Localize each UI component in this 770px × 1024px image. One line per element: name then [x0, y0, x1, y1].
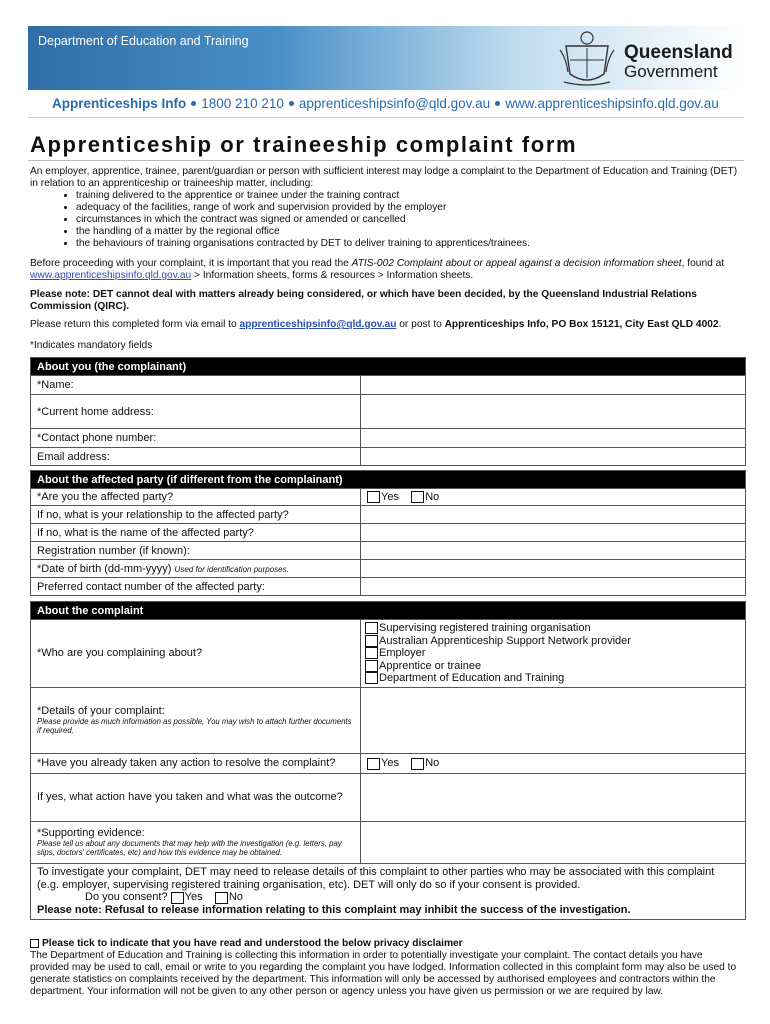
- relationship-field[interactable]: [361, 506, 746, 524]
- who-checkbox[interactable]: [365, 660, 378, 672]
- evidence-label-cell: [31, 821, 361, 863]
- who-option[interactable]: [365, 660, 741, 673]
- consent-no-checkbox[interactable]: [215, 892, 228, 904]
- who-option-label: Employer: [379, 647, 426, 660]
- intro-text: An employer, apprentice, trainee, parent/guardian or person with sufficient interest may lodge a complaint to the Department of Education and Training (DET) in relation to an apprenticeship or traineeship matter, including:: [30, 166, 738, 189]
- consent-yes-checkbox[interactable]: [171, 892, 184, 904]
- info-email[interactable]: apprenticeshipsinfo@qld.gov.au: [298, 96, 491, 111]
- no-label: No: [425, 491, 440, 503]
- details-note: Please provide as much information as possible, You may wish to attach further documents if required.: [37, 717, 352, 736]
- details-field[interactable]: [361, 687, 746, 753]
- action-label: *Have you already taken any action to resolve the complaint?: [31, 753, 361, 773]
- section-heading-affected-party: About the affected party (if different from the complainant): [31, 471, 746, 489]
- dob-field[interactable]: [361, 560, 746, 578]
- government-name-line1: Queensland: [624, 42, 733, 63]
- info-label: Apprenticeships Info: [52, 96, 187, 111]
- contact-number-field[interactable]: [361, 578, 746, 596]
- privacy-heading-text: Please tick to indicate that you have read and understood the below privacy disclaimer: [42, 938, 463, 949]
- before-proceeding-text: [30, 258, 742, 282]
- who-option[interactable]: [365, 672, 741, 685]
- before-text-part: , found at: [681, 258, 725, 269]
- return-instructions: [30, 319, 742, 331]
- info-phone[interactable]: 1800 210 210: [201, 96, 284, 111]
- yes-label: Yes: [381, 757, 399, 770]
- intro-bullet-list: [30, 190, 742, 250]
- bullet-dot-icon: [289, 101, 294, 106]
- relationship-label: If no, what is your relationship to the affected party?: [31, 506, 361, 524]
- intro-bullet: • the handling of a matter by the regional office: [76, 226, 742, 238]
- registration-label: Registration number (if known):: [31, 542, 361, 560]
- evidence-field[interactable]: [361, 821, 746, 863]
- affected-party-question: *Are you the affected party?: [31, 489, 361, 506]
- affected-name-label: If no, what is the name of the affected party?: [31, 524, 361, 542]
- who-option[interactable]: [365, 635, 741, 648]
- email-field[interactable]: [361, 448, 746, 466]
- yes-label: Yes: [381, 491, 399, 503]
- who-option-label: Supervising registered training organisation: [379, 622, 591, 634]
- who-option-label: Australian Apprenticeship Support Network provider: [379, 634, 631, 647]
- affected-party-options: [361, 489, 746, 506]
- no-label: No: [425, 757, 440, 770]
- name-field[interactable]: [361, 376, 746, 395]
- action-options: [361, 753, 746, 773]
- who-label: *Who are you complaining about?: [31, 620, 361, 688]
- who-option-label: Apprentice or trainee: [379, 659, 482, 672]
- mandatory-note: *Indicates mandatory fields: [30, 340, 153, 351]
- affected-party-table: [30, 470, 746, 596]
- section-heading-complaint: About the complaint: [31, 602, 746, 620]
- who-checkbox[interactable]: [365, 672, 378, 684]
- return-text-part: .: [718, 319, 722, 330]
- return-text-part: Please return this completed form via email to: [30, 319, 240, 330]
- privacy-checkbox[interactable]: [30, 939, 39, 948]
- dob-note: Used for identification purposes.: [174, 564, 289, 574]
- contact-number-label: Preferred contact number of the affected party:: [31, 578, 361, 596]
- intro-section: [30, 166, 742, 250]
- return-email-link[interactable]: apprenticeshipsinfo@qld.gov.au: [239, 319, 397, 330]
- name-label: *Name:: [31, 376, 361, 395]
- dob-text: *Date of birth (dd-mm-yyyy): [37, 562, 172, 575]
- who-checkbox[interactable]: [365, 635, 378, 647]
- intro-bullet: • circumstances in which the contract was signed or amended or cancelled: [76, 214, 742, 226]
- header-divider: [28, 117, 744, 118]
- intro-bullet: • adequacy of the facilities, range of work and supervision provided by the employer: [76, 202, 742, 214]
- phone-label: *Contact phone number:: [31, 429, 361, 448]
- action-yes-checkbox[interactable]: [367, 758, 380, 770]
- action-taken-field[interactable]: [361, 773, 746, 821]
- who-options: [361, 620, 746, 688]
- affected-name-field[interactable]: [361, 524, 746, 542]
- who-option-label: Department of Education and Training: [379, 672, 565, 685]
- bullet-dot-icon: [191, 101, 196, 106]
- address-label: *Current home address:: [31, 395, 361, 429]
- consent-cell: [31, 863, 746, 919]
- dob-label: [31, 560, 361, 578]
- privacy-heading: [30, 938, 742, 950]
- phone-field[interactable]: [361, 429, 746, 448]
- consent-yes-label: Yes: [184, 891, 203, 904]
- queensland-crest-icon: [558, 28, 616, 88]
- action-taken-label: If yes, what action have you taken and what was the outcome?: [31, 773, 361, 821]
- before-text-part: > Information sheets, forms & resources > Information sheets.: [191, 270, 474, 281]
- qirc-note: Please note: DET cannot deal with matters already being considered, or which have been decided, by the Queensland Industrial Relations Commission (QIRC).: [30, 289, 697, 312]
- address-field[interactable]: [361, 395, 746, 429]
- before-text-part: Before proceeding with your complaint, it is important that you read the: [30, 258, 352, 269]
- consent-question: Do you consent?: [85, 891, 168, 904]
- affected-yes-checkbox[interactable]: [367, 491, 380, 503]
- intro-bullet: • training delivered to the apprentice or trainee under the training contract: [76, 190, 742, 202]
- privacy-text: The Department of Education and Training is collecting this information in order to potentially investigate your complaint. The contact details you have provided may be used to call, email or write to you regarding the complaint you have lodged. Information collected in this complaint form may also be used to generate statistics on complaints received by the department. This information will only be accessed by authorised employees and contractors within the department. Your information will not be given to any other person or agency unless you have given us permission or we are required by law.: [30, 950, 737, 997]
- who-checkbox[interactable]: [365, 622, 378, 634]
- bullet-dot-icon: [495, 101, 500, 106]
- who-option[interactable]: [365, 647, 741, 660]
- details-label: *Details of your complaint:: [37, 705, 165, 718]
- info-sheet-title: ATIS-002 Complaint about or appeal against a decision information sheet: [351, 258, 682, 269]
- details-label-cell: [31, 687, 361, 753]
- intro-bullet: • the behaviours of training organisations contracted by DET to deliver training to apprentices/trainees.: [76, 238, 742, 250]
- government-name-line2: Government: [624, 62, 718, 81]
- complaint-table: [30, 601, 746, 920]
- return-address: Apprenticeships Info, PO Box 15121, City East QLD 4002: [444, 319, 719, 330]
- department-name: Department of Education and Training: [38, 34, 249, 48]
- info-website[interactable]: www.apprenticeshipsinfo.qld.gov.au: [505, 96, 719, 111]
- privacy-disclaimer: [30, 938, 742, 998]
- consent-note: Please note: Refusal to release information relating to this complaint may inhibit the success of the investigation.: [37, 903, 631, 916]
- section-heading-complainant: About you (the complainant): [31, 358, 746, 376]
- consent-text: To investigate your complaint, DET may need to release details of this complaint to other parties who may be associated with this complaint (e.g. employer, supervising registered training organisation, etc). DET will only do so if your consent is provided.: [37, 866, 715, 891]
- complainant-table: [30, 357, 746, 466]
- action-no-checkbox[interactable]: [411, 758, 424, 770]
- affected-no-checkbox[interactable]: [411, 491, 424, 503]
- return-text-part: or post to: [396, 319, 445, 330]
- consent-no-label: No: [228, 891, 243, 904]
- page-title: Apprenticeship or traineeship complaint form: [30, 132, 578, 157]
- evidence-note: Please tell us about any documents that may help with the investigation (e.g. letters, pay slips, doctors' certificates, etc) and how this evidence may be obtained.: [37, 839, 342, 858]
- email-label: Email address:: [31, 448, 361, 466]
- contact-info-line: [52, 96, 719, 111]
- who-checkbox[interactable]: [365, 647, 378, 659]
- who-option[interactable]: [365, 622, 741, 635]
- website-link[interactable]: www.apprenticeshipsinfo.qld.gov.au: [30, 270, 192, 281]
- title-divider: [28, 160, 744, 161]
- evidence-label: *Supporting evidence:: [37, 827, 145, 840]
- registration-field[interactable]: [361, 542, 746, 560]
